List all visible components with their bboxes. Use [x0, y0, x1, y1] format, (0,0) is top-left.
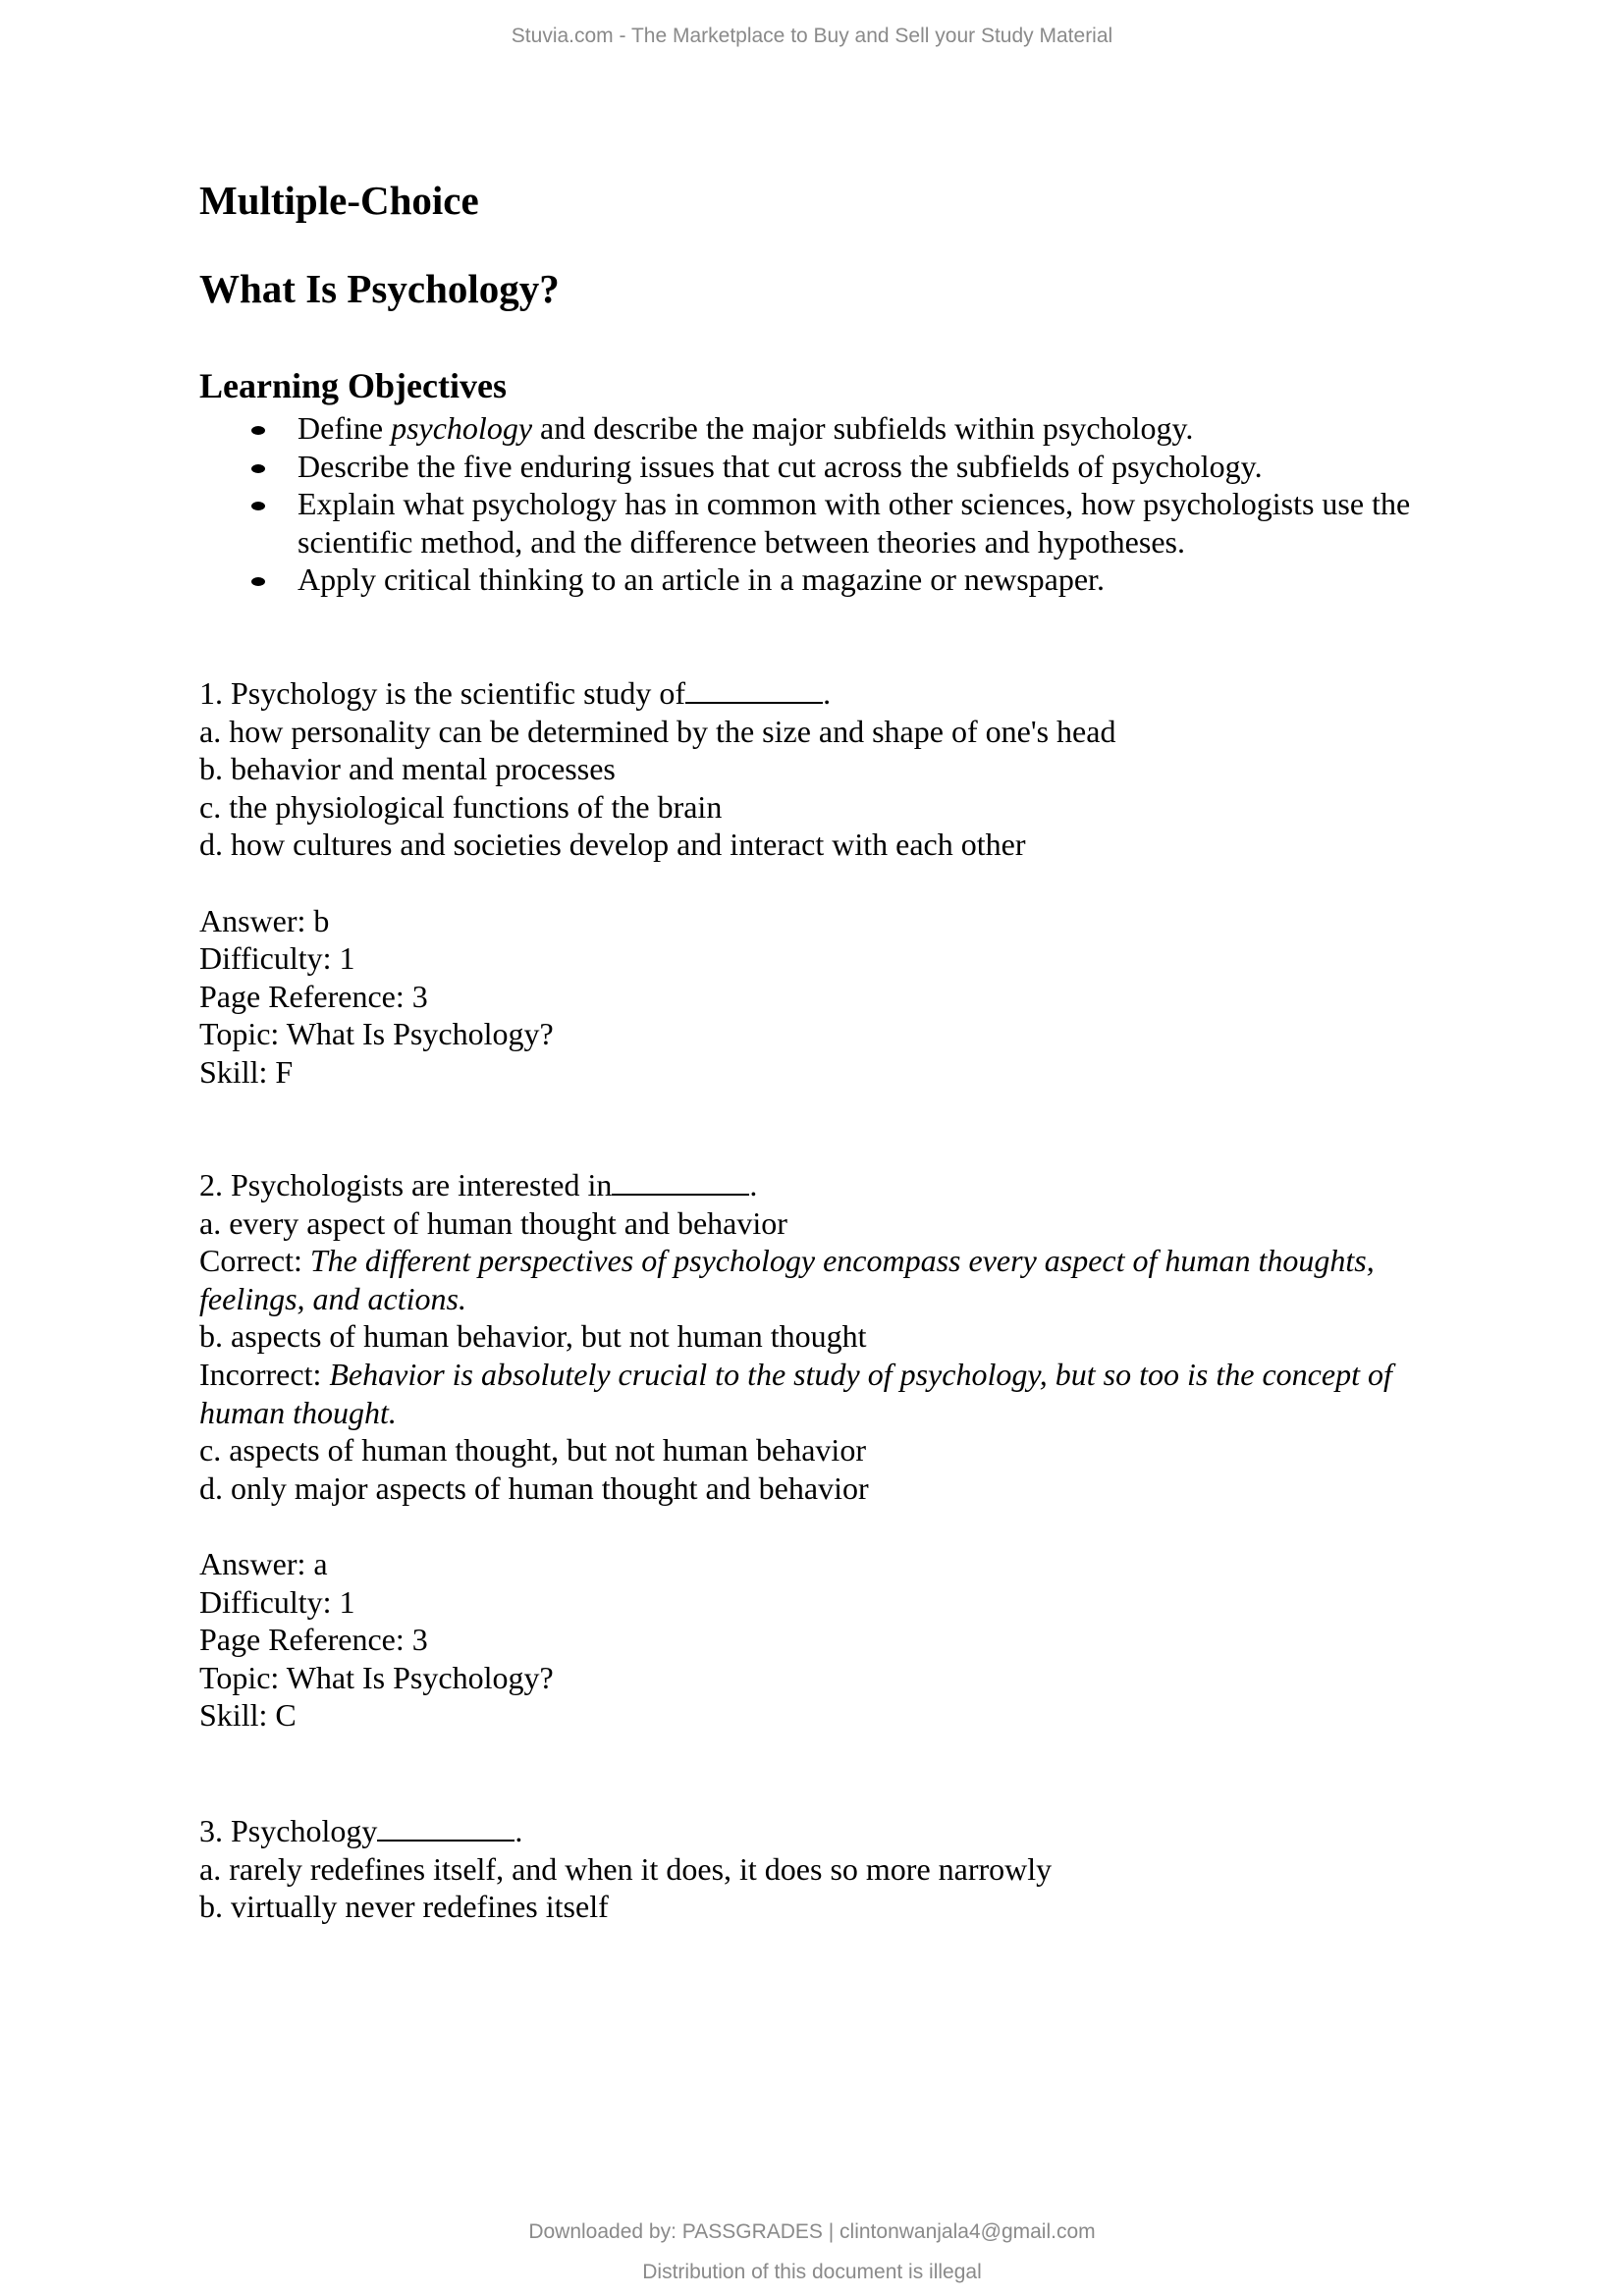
download-info: Downloaded by: PASSGRADES | clintonwanjala4@gmail.com [528, 2220, 1096, 2243]
objective-text: and describe the major subfields within psychology. [532, 410, 1194, 446]
objectives-heading: Learning Objectives [199, 366, 507, 405]
skill: Skill: C [199, 1697, 297, 1734]
option-d: d. only major aspects of human thought and behavior [199, 1469, 869, 1506]
distribution-notice: Distribution of this document is illegal [642, 2261, 982, 2283]
difficulty: Difficulty: 1 [199, 940, 355, 977]
objective-item [245, 409, 1483, 448]
objective-text: Explain what psychology has in common with other sciences, how psychologists use the scientific method, and the difference between theories and hypotheses. [298, 486, 1411, 560]
option-b: b. behavior and mental processes [199, 751, 616, 787]
question-stem: 3. Psychology . [199, 1813, 523, 1848]
topic: Topic: What Is Psychology? [199, 1016, 554, 1052]
question-2 [199, 1166, 1476, 1735]
question-stem: 2. Psychologists are interested in . [199, 1167, 758, 1202]
question-3 [199, 1812, 1476, 1926]
feedback-text: The different perspectives of psychology encompass every aspect of human thoughts, feelings, and actions. [199, 1243, 1375, 1316]
option-a: a. how personality can be determined by the size and shape of one's head [199, 713, 1116, 749]
question-stem: 1. Psychology is the scientific study of . [199, 675, 832, 711]
option-a: a. rarely redefines itself, and when it does, it does so more narrowly [199, 1850, 1053, 1887]
page-reference: Page Reference: 3 [199, 1622, 428, 1658]
stem-text: 3. Psychology [199, 1813, 378, 1848]
page-title: Multiple-Choice [199, 178, 479, 223]
bullet-icon [251, 464, 265, 473]
feedback-correct [199, 1242, 1476, 1317]
feedback-incorrect [199, 1356, 1476, 1431]
page-reference: Page Reference: 3 [199, 978, 428, 1014]
objective-item [245, 561, 1483, 599]
difficulty: Difficulty: 1 [199, 1583, 355, 1620]
objective-text: Apply critical thinking to an article in a magazine or newspaper. [298, 561, 1105, 598]
option-b: b. virtually never redefines itself [199, 1889, 609, 1925]
stem-text: 1. Psychology is the scientific study of [199, 675, 686, 711]
watermark-header: Stuvia.com - The Marketplace to Buy and Sell your Study Material [511, 25, 1113, 47]
option-c: c. the physiological functions of the brain [199, 788, 723, 825]
bullet-icon [251, 426, 265, 435]
topic: Topic: What Is Psychology? [199, 1659, 554, 1695]
feedback-text: Behavior is absolutely crucial to the study of psychology, but so too is the concept of human thought. [199, 1356, 1392, 1430]
stem-text: 2. Psychologists are interested in [199, 1167, 613, 1202]
objective-item [245, 448, 1483, 486]
objective-text: Describe the five enduring issues that cut across the subfields of psychology. [298, 448, 1263, 484]
option-c: c. aspects of human thought, but not human behavior [199, 1432, 866, 1468]
objective-text: Define [298, 410, 392, 446]
objectives-list [245, 409, 1483, 599]
answer-blank [377, 1814, 514, 1842]
option-d: d. how cultures and societies develop and interact with each other [199, 827, 1026, 863]
answer: Answer: a [199, 1545, 328, 1581]
question-1 [199, 674, 1476, 1092]
chapter-title: What Is Psychology? [199, 266, 560, 311]
feedback-label: Incorrect: [199, 1356, 330, 1392]
option-a: a. every aspect of human thought and behavior [199, 1204, 787, 1241]
objective-emphasis: psychology [391, 410, 533, 446]
answer: Answer: b [199, 902, 330, 938]
objective-item [245, 485, 1483, 561]
option-b: b. aspects of human behavior, but not human thought [199, 1318, 867, 1355]
feedback-label: Correct: [199, 1243, 310, 1279]
bullet-icon [251, 577, 265, 586]
skill: Skill: F [199, 1053, 294, 1090]
answer-blank [685, 676, 823, 704]
answer-blank [612, 1168, 749, 1196]
bullet-icon [251, 502, 265, 510]
